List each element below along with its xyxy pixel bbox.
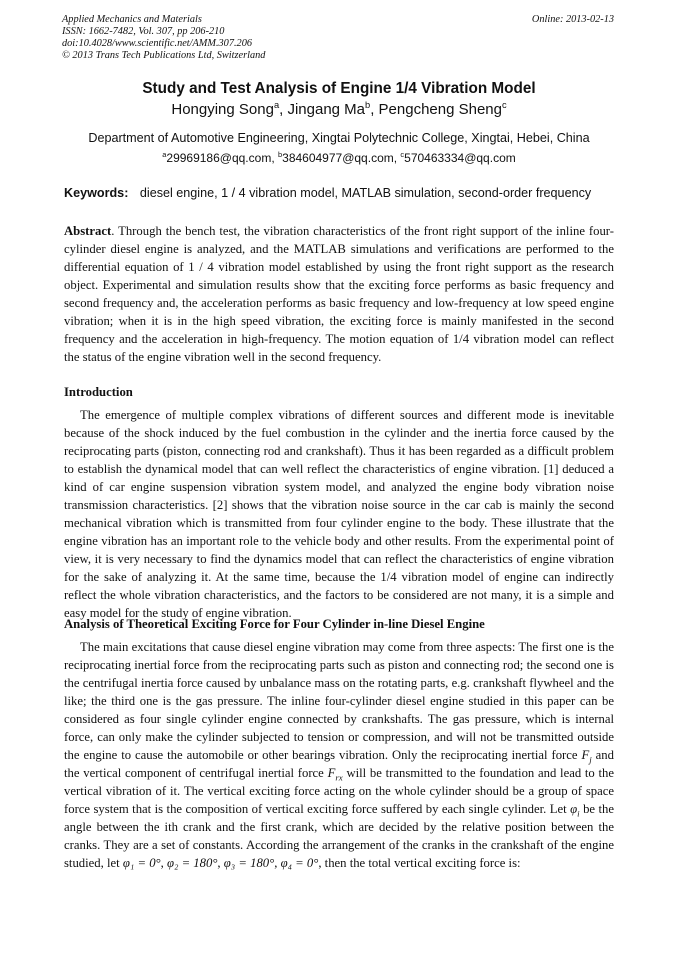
author: Hongying Song$^a$, — [171, 100, 288, 118]
email: $^a$29969186@qq.com, — [162, 150, 278, 165]
author-list — [0, 101, 678, 118]
paper-title: Study and Test Analysis of Engine 1/4 Vibration Model — [142, 80, 536, 97]
equation-phi3: φ₃ = 180° — [223, 856, 275, 870]
affiliation: Department of Automotive Engineering, Xingtai Polytechnic College, Xingtai, Hebei, China — [88, 131, 590, 145]
copyright-line: © 2013 Trans Tech Publications Ltd, Switzerland — [62, 50, 266, 61]
section-heading-analysis: Analysis of Theoretical Exciting Force for Four Cylinder in-line Diesel Engine — [64, 617, 485, 631]
journal-meta — [62, 14, 265, 62]
email-list — [0, 151, 678, 165]
author: Pengcheng Sheng$^c$ — [378, 100, 507, 118]
equation-phi2: φ₂ = 180° — [166, 856, 218, 870]
abstract-text: . Through the bench test, the vibration characteristics of the front right support of the inline four-cylinder diesel engine is analyzed, and the MATLAB simulations and verifications are performed to the differential equation of 1 / 4 vibration model established by using the front right support as the research object. Experimental and simulation results show that the exciting force performs as basic frequency and second frequency and, the acceleration performs as basic frequency and low-frequency at low speed engine vibration; when it is in the high speed vibration, the exciting force is mainly manifested in the second frequency and the acceleration in high-frequency. The motion equation of 1/4 vibration model can reflect the status of the engine vibration well in the second frequency. — [64, 224, 614, 364]
symbol-fj: $F_j$ — [581, 748, 592, 765]
keywords — [64, 186, 616, 200]
introduction-paragraph: The emergence of multiple complex vibrations of different sources and different mode is inevitable because of the shock induced by the fuel combustion in the cylinder and the inertia force caused by the reciprocating parts (piston, connecting rod and crankshaft). Thus it has been regarded as a difficult problem to establish the dynamical model that can well reflect the characteristics of engine vibration. [1] deduced a kind of car engine suspension vibration system model, and analyzed the engine body vibration noise transmission characteristics. [2] shows that the vibration noise source in the car cab is mainly the second mechanical vibration which is transmitted from four cylinder engine to the body. These illustrate that the engine vibration has an important role to the vehicle body and other results. From the experimental point of view, it is very necessary to find the dynamics model that can reflect the characteristics of engine vibration for the sake of analyzing it. At the same time, because the 1/4 vibration model of engine can indirectly reflect the whole vibration characteristics, and the factors to be considered are not many, it is a simple and easy model for the study of engine vibration. — [64, 408, 614, 620]
keywords-text: diesel engine, 1 / 4 vibration model, MATLAB simulation, second-order frequency — [139, 186, 592, 200]
keywords-label: Keywords: — [64, 186, 129, 200]
author: Jingang Ma$^b$, — [287, 100, 379, 118]
email: $^b$384604977@qq.com, — [278, 150, 401, 165]
symbol-frx: $F_{rx}$ — [327, 766, 343, 783]
equation-phi4: φ₄ = 0° — [280, 856, 319, 870]
equation-phi1: φ₁ = 0° — [122, 856, 161, 870]
abstract — [64, 222, 614, 366]
online-date: Online: 2013-02-13 — [531, 14, 614, 25]
issn-line: ISSN: 1662-7482, Vol. 307, pp 206-210 — [62, 26, 225, 37]
section-heading-introduction: Introduction — [64, 385, 133, 399]
email: $^c$570463334@qq.com — [400, 150, 516, 165]
doi-line: doi:10.4028/www.scientific.net/AMM.307.206 — [62, 38, 252, 49]
analysis-paragraph: The main excitations that cause diesel engine vibration may come from three aspects: The first one is the reciprocating inertial force from the reciprocating parts such as piston and connecting rod; the second one is the centrifugal inertia force caused by unbalance mass on the rotating parts, e.g. crankshaft flywheel and the like; the third one is the gas pressure. The inline four-cylinder diesel engine studied in this paper can be considered as four single cylinder engine connected by crankshafts. The gas pressure, which is internal force, can only make the cylinder subjected to tension or compression, and will not be transmitted outside the engine to cause the automobile or other bearings vibration. Only the reciprocating inertial force $F_j$ and the vertical component of centrifugal inertial force $F_{rx}$ will be transmitted to the foundation and lead to the vertical vibration of it. The vertical exciting force acting on the whole cylinder should be a group of space force system that is the composition of vertical exciting force suffered by each single cylinder. Let $\varphi_i$ be the angle between the ith crank and the first crank, which are decided by the relative position between the cranks. They are a set of constants. According the arrangement of the cranks in the crankshaft of the engine studied, let φ₁ = 0°, φ₂ = 180°, φ₃ = 180°, φ₄ = 0°, then the total vertical exciting force is: — [64, 640, 615, 870]
abstract-label: Abstract — [64, 224, 112, 238]
journal-name: Applied Mechanics and Materials — [62, 14, 202, 25]
symbol-phi-i: $\varphi_i$ — [570, 802, 580, 819]
